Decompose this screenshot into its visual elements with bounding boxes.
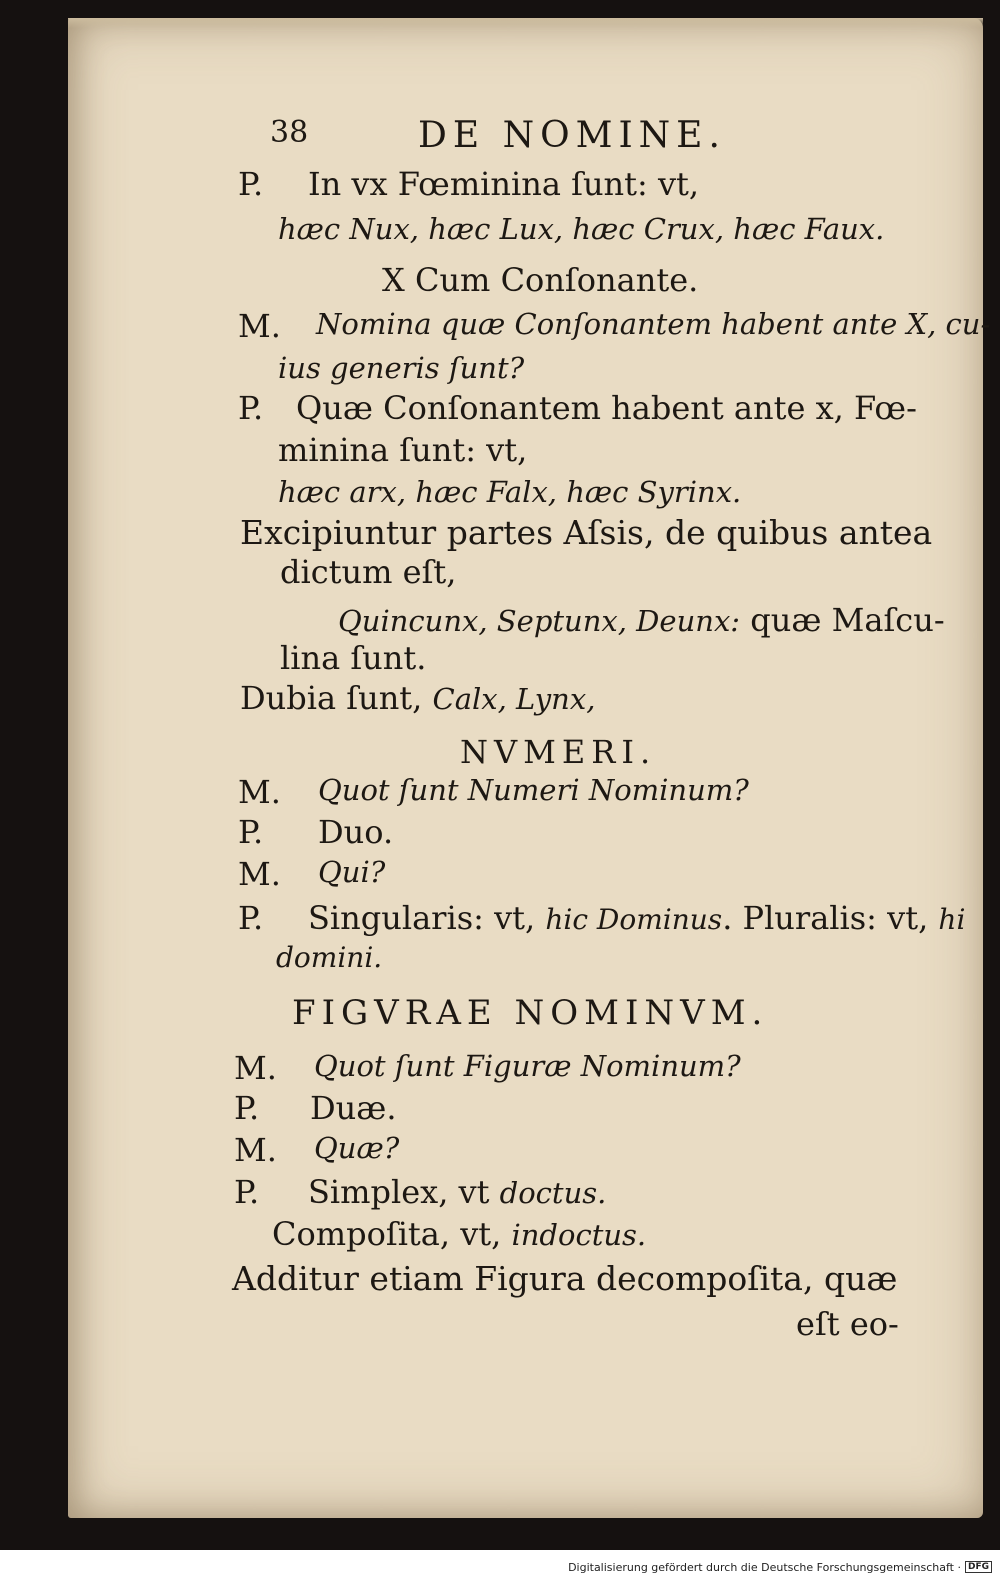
speaker-p: P.: [238, 899, 264, 937]
page-number: 38: [270, 115, 309, 150]
plain-span: quæ Maſcu-: [740, 601, 945, 639]
text-line: hæc arx, hæc Falx, hæc Syrinx.: [278, 475, 742, 509]
catchword: eſt eo-: [796, 1305, 899, 1343]
section-heading: NVMERI.: [460, 733, 657, 771]
speaker-p: P.: [234, 1089, 260, 1127]
text-line: In vx Fœminina ſunt: vt,: [308, 165, 700, 203]
plain-span: Simplex, vt: [308, 1173, 500, 1211]
speaker-m: M.: [238, 307, 281, 345]
text-line: Duo.: [318, 813, 394, 851]
text-line: [272, 1215, 647, 1253]
text-line: Additur etiam Figura decompoſita, quæ: [232, 1259, 898, 1298]
italic-span: Calx, Lynx,: [432, 682, 596, 716]
plain-span: . Pluralis: vt,: [722, 899, 939, 937]
text-line: [240, 679, 596, 717]
text-line: [338, 601, 945, 639]
text-line: Excipiuntur partes Aſsis, de quibus antea: [240, 513, 933, 552]
speaker-p: P.: [238, 813, 264, 851]
plain-span: Compoſita, vt,: [272, 1215, 512, 1253]
section-heading: X Cum Conſonante.: [382, 261, 699, 299]
text-line: hæc Nux, hæc Lux, hæc Crux, hæc Faux.: [278, 212, 885, 246]
text-line: [308, 1173, 607, 1211]
text-line: ius generis ſunt?: [278, 351, 525, 385]
text-line: lina ſunt.: [280, 639, 427, 677]
plain-span: Singularis: vt,: [308, 899, 546, 937]
speaker-m: M.: [234, 1131, 277, 1169]
italic-span: doctus.: [499, 1176, 607, 1210]
dfg-logo: DFG: [965, 1561, 992, 1573]
text-line: Quæ?: [314, 1131, 400, 1165]
digitization-footer: [0, 1550, 1000, 1584]
text-line: Quæ Conſonantem habent ante x, Fœ-: [296, 389, 917, 427]
italic-span: hic Dominus: [545, 903, 723, 936]
running-title: DE NOMINE.: [418, 115, 726, 156]
text-line: dictum eſt,: [280, 553, 457, 591]
italic-span: indoctus.: [511, 1218, 647, 1252]
speaker-p: P.: [238, 389, 264, 427]
speaker-p: P.: [234, 1173, 260, 1211]
text-line: Qui?: [318, 855, 386, 889]
text-line: minina ſunt: vt,: [278, 431, 528, 469]
speaker-m: M.: [234, 1049, 277, 1087]
footer-text: Digitalisierung gefördert durch die Deutsche Forschungsgemeinschaft ·: [568, 1560, 961, 1574]
speaker-p: P.: [238, 165, 264, 203]
text-line: Quot ſunt Numeri Nominum?: [318, 773, 749, 807]
text-line: Duæ.: [310, 1089, 397, 1127]
text-line: Nomina quæ Conſonantem habent ante X, cu-: [316, 307, 991, 341]
italic-span: Quincunx, Septunx, Deunx:: [338, 604, 741, 638]
section-heading: FIGVRAE NOMINVM.: [292, 993, 769, 1033]
text-line: domini.: [276, 941, 383, 974]
speaker-m: M.: [238, 773, 281, 811]
text-line: [308, 899, 966, 937]
plain-span: Dubia ſunt,: [240, 679, 433, 717]
speaker-m: M.: [238, 855, 281, 893]
text-line: Quot ſunt Figuræ Nominum?: [314, 1049, 741, 1083]
italic-span: hi: [938, 903, 966, 936]
